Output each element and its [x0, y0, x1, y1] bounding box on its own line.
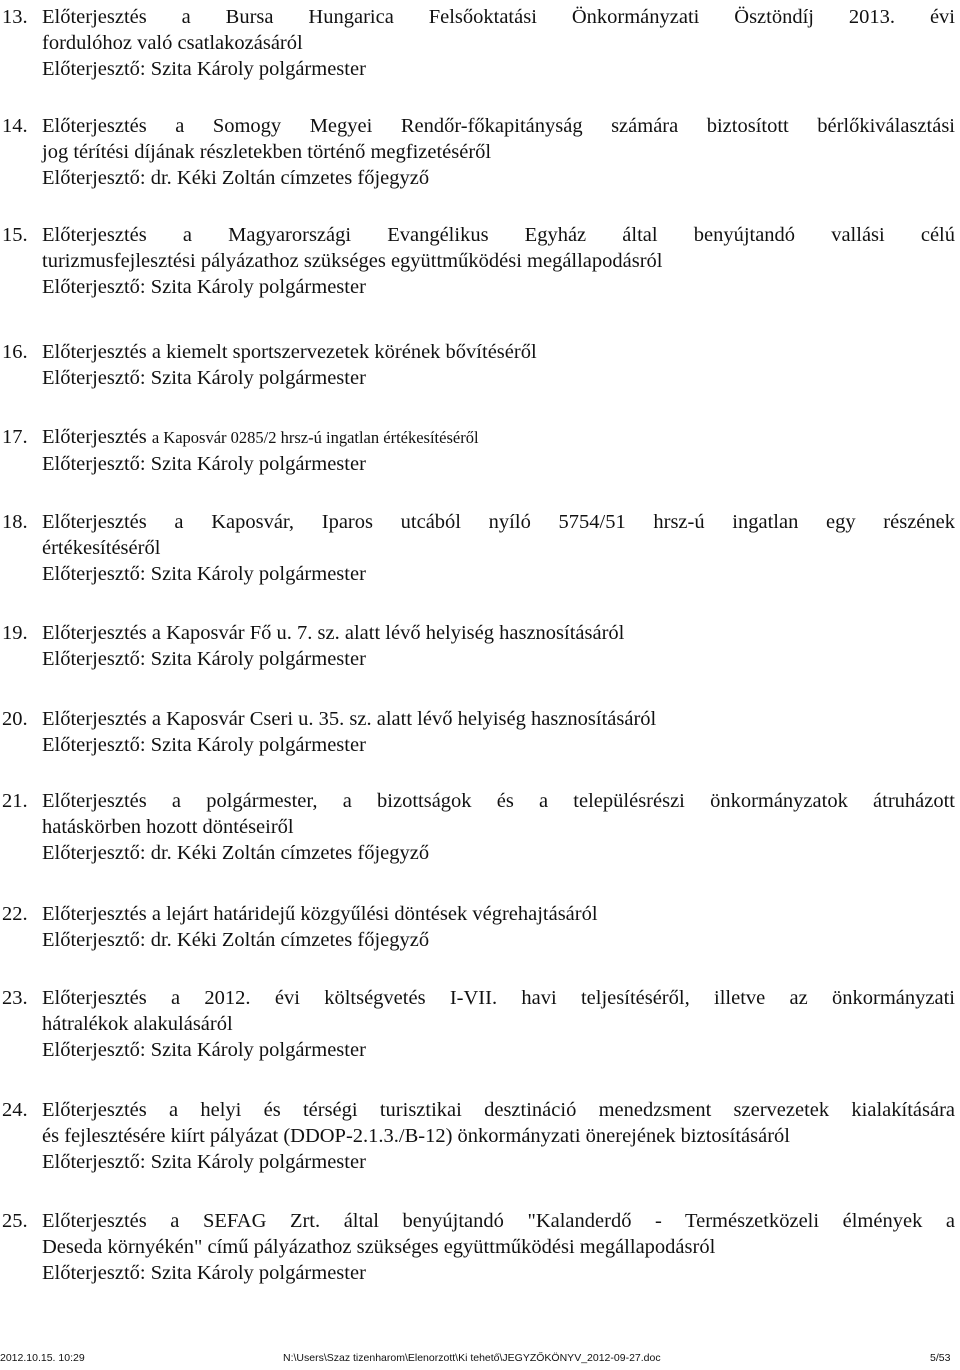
item-title-rest: a Kaposvár 0285/2 hrsz-ú ingatlan értékesítéséről	[151, 428, 479, 447]
item-title-line: Előterjesztés a Somogy Megyei Rendőr-főkapitányság számára biztosított bérlőkiválasztási	[42, 115, 955, 137]
item-title-line: Előterjesztés a polgármester, a bizottságok és a településrészi önkormányzatok átruházott	[42, 790, 955, 812]
item-title-line: Előterjesztés a 2012. évi költségvetés I-VII. havi teljesítéséről, illetve az önkormányzati	[42, 987, 955, 1009]
item-title-line: fordulóhoz való csatlakozásáról	[42, 32, 303, 54]
item-number: 17.	[2, 426, 28, 448]
item-title-line: Deseda környékén" című pályázathoz szükséges együttműködési megállapodásról	[42, 1236, 716, 1258]
item-title-line	[42, 424, 955, 451]
item-number: 13.	[2, 6, 28, 28]
item-title-line: és fejlesztésére kiírt pályázat (DDOP-2.1.3./B-12) önkormányzati önerejének biztosításáról	[42, 1125, 790, 1147]
item-title-line: hatáskörben hozott döntéseiről	[42, 816, 294, 838]
footer-page-number: 5/53	[930, 1352, 951, 1364]
item-number: 15.	[2, 224, 28, 246]
item-presenter: Előterjesztő: Szita Károly polgármester	[42, 1262, 366, 1284]
item-number: 18.	[2, 511, 28, 533]
item-title-line: Előterjesztés a Magyarországi Evangélikus Egyház által benyújtandó vallási célú	[42, 224, 955, 246]
footer-file-path: N:\Users\Szaz tizenharom\Elenorzott\Ki tehető\JEGYZŐKÖNYV_2012-09-27.doc	[283, 1352, 661, 1364]
item-number: 21.	[2, 790, 28, 812]
item-number: 22.	[2, 903, 28, 925]
item-title-line: hátralékok alakulásáról	[42, 1013, 233, 1035]
item-number: 20.	[2, 708, 28, 730]
item-title-line: Előterjesztés a Kaposvár, Iparos utcából nyíló 5754/51 hrsz-ú ingatlan egy részének	[42, 511, 955, 533]
item-title-line: Előterjesztés a kiemelt sportszervezetek körének bővítéséről	[42, 341, 537, 363]
item-number: 16.	[2, 341, 28, 363]
item-title-line: jog térítési díjának részletekben történő megfizetéséről	[42, 141, 492, 163]
item-presenter: Előterjesztő: dr. Kéki Zoltán címzetes főjegyző	[42, 167, 430, 189]
item-title-line: Előterjesztés a helyi és térségi turisztikai desztináció menedzsment szervezetek kialakítására	[42, 1099, 955, 1121]
item-number: 23.	[2, 987, 28, 1009]
item-number: 24.	[2, 1099, 28, 1121]
item-presenter: Előterjesztő: dr. Kéki Zoltán címzetes főjegyző	[42, 842, 430, 864]
item-presenter: Előterjesztő: Szita Károly polgármester	[42, 1151, 366, 1173]
item-presenter: Előterjesztő: Szita Károly polgármester	[42, 58, 366, 80]
item-presenter: Előterjesztő: Szita Károly polgármester	[42, 563, 366, 585]
item-title-line: turizmusfejlesztési pályázathoz szükséges együttműködési megállapodásról	[42, 250, 663, 272]
item-title-line: Előterjesztés a SEFAG Zrt. által benyújtandó "Kalanderdő - Természetközeli élmények a	[42, 1210, 955, 1232]
item-presenter: Előterjesztő: Szita Károly polgármester	[42, 648, 366, 670]
item-presenter: Előterjesztő: Szita Károly polgármester	[42, 276, 366, 298]
item-title-line: Előterjesztés a Kaposvár Fő u. 7. sz. alatt lévő helyiség hasznosításáról	[42, 622, 625, 644]
item-presenter: Előterjesztő: Szita Károly polgármester	[42, 367, 366, 389]
page-footer	[0, 1352, 960, 1368]
item-title-line: értékesítéséről	[42, 537, 161, 559]
footer-date: 2012.10.15. 10:29	[0, 1352, 85, 1364]
item-title-lead: Előterjesztés	[42, 426, 147, 448]
item-number: 25.	[2, 1210, 28, 1232]
item-title-line: Előterjesztés a lejárt határidejű közgyűlési döntések végrehajtásáról	[42, 903, 598, 925]
item-presenter: Előterjesztő: Szita Károly polgármester	[42, 1039, 366, 1061]
item-number: 19.	[2, 622, 28, 644]
item-title-line: Előterjesztés a Kaposvár Cseri u. 35. sz. alatt lévő helyiség hasznosításáról	[42, 708, 657, 730]
item-presenter: Előterjesztő: Szita Károly polgármester	[42, 734, 366, 756]
item-number: 14.	[2, 115, 28, 137]
item-presenter: Előterjesztő: Szita Károly polgármester	[42, 453, 366, 475]
item-title-line: Előterjesztés a Bursa Hungarica Felsőoktatási Önkormányzati Ösztöndíj 2013. évi	[42, 6, 955, 28]
item-presenter: Előterjesztő: dr. Kéki Zoltán címzetes főjegyző	[42, 929, 430, 951]
